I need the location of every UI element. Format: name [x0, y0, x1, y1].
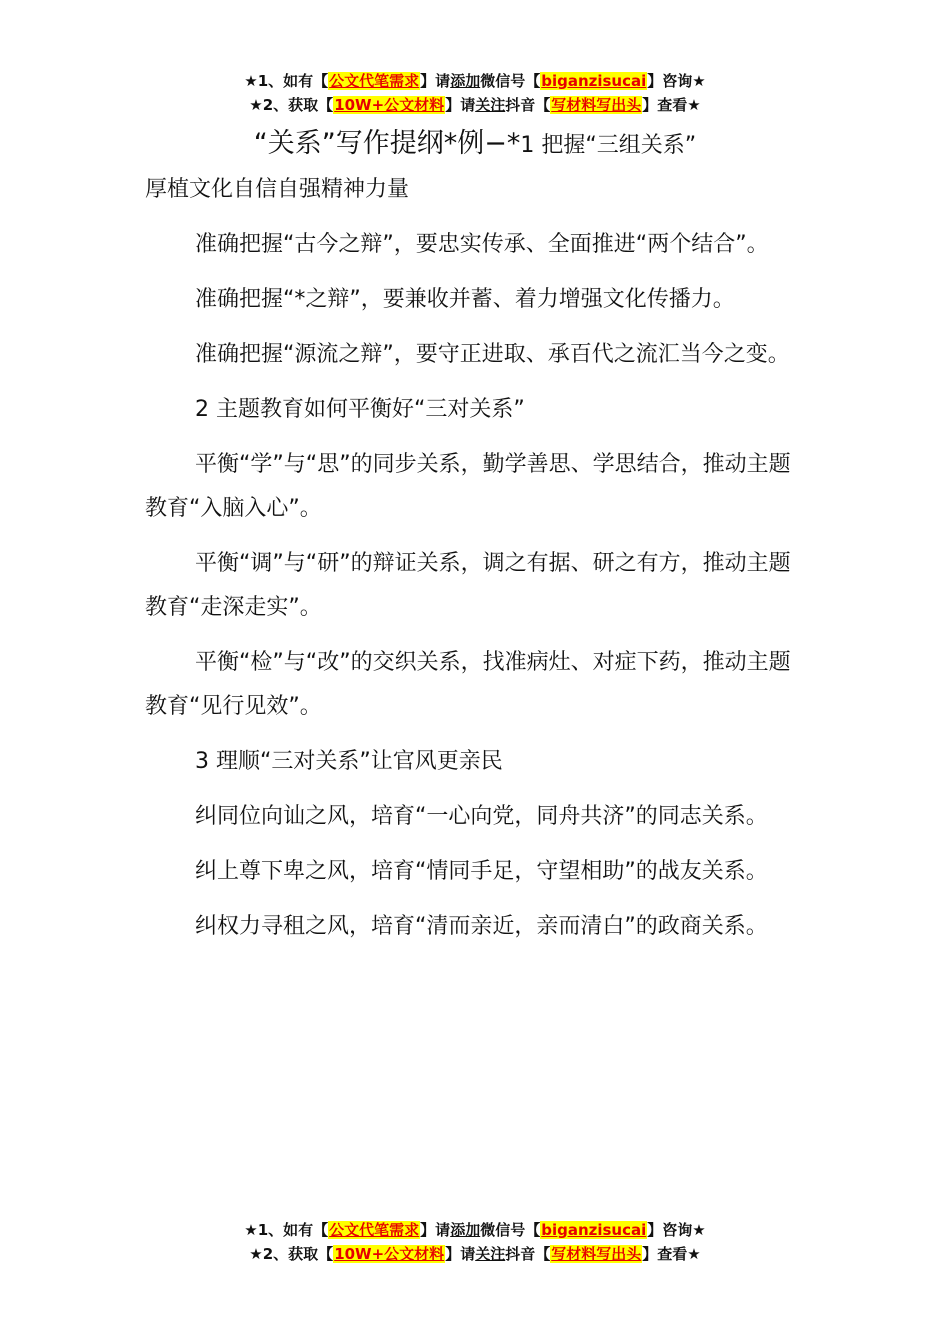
promo-2-highlight-douyin: 写材料写出头 [551, 1245, 642, 1263]
title-main: “关系”写作提纲*例−* [253, 128, 521, 159]
paragraph: 平衡“学”与“思”的同步关系，勤学善思、学思结合，推动主题教育“入脑入心”。 [145, 452, 791, 521]
paragraph: 纠权力寻租之风，培育“清而亲近，亲而清白”的政商关系。 [195, 914, 768, 939]
paragraph: 准确把握“古今之辩”，要忠实传承、全面推进“两个结合”。 [195, 232, 769, 257]
promo-2-mid: 】请 [445, 1245, 476, 1263]
promo-2-suffix: 】查看★ [642, 1245, 701, 1263]
promo-2-mid2: 抖音【 [505, 1245, 551, 1263]
promo-line-1 [0, 70, 950, 92]
promo-1-mid2: 微信号【 [480, 72, 541, 90]
section-heading: 3 理顺“三对关系”让官风更亲民 [195, 749, 503, 774]
document-body [145, 168, 810, 949]
promo-1-highlight-service: 公文代笔需求 [329, 72, 420, 90]
promo-2-highlight-materials: 10W+公文材料 [334, 96, 445, 114]
promo-1-mid: 】请 [420, 72, 451, 90]
document-title [0, 124, 950, 166]
promo-1-mid2: 微信号【 [480, 1221, 541, 1239]
paragraph: 准确把握“源流之辩”，要守正进取、承百代之流汇当今之变。 [195, 342, 790, 367]
promo-2-emph: 关注 [475, 96, 506, 114]
title-rest: 1 把握“三组关系” [520, 133, 697, 158]
promo-line-1-footer [0, 1219, 950, 1241]
promo-2-emph: 关注 [475, 1245, 506, 1263]
section-heading: 2 主题教育如何平衡好“三对关系” [195, 397, 525, 422]
promo-2-suffix: 】查看★ [642, 96, 701, 114]
promo-2-mid2: 抖音【 [505, 96, 551, 114]
promo-1-prefix: ★1、如有【 [244, 72, 329, 90]
paragraph: 纠上尊下卑之风，培育“情同手足，守望相助”的战友关系。 [195, 859, 768, 884]
promo-1-emph: 添加 [450, 72, 481, 90]
paragraph: 纠同位向讪之风，培育“一心向党，同舟共济”的同志关系。 [195, 804, 768, 829]
promo-1-mid: 】请 [420, 1221, 451, 1239]
promo-1-highlight-wechat: biganzisucai [541, 72, 647, 90]
promo-1-prefix: ★1、如有【 [244, 1221, 329, 1239]
paragraph: 准确把握“*之辩”，要兼收并蓄、着力增强文化传播力。 [195, 287, 735, 312]
promo-line-2 [0, 94, 950, 116]
promo-2-prefix: ★2、获取【 [249, 96, 334, 114]
promo-1-suffix: 】咨询★ [647, 1221, 706, 1239]
promo-2-mid: 】请 [445, 96, 476, 114]
promo-1-emph: 添加 [450, 1221, 481, 1239]
promo-1-highlight-wechat: biganzisucai [541, 1221, 647, 1239]
promo-1-highlight-service: 公文代笔需求 [329, 1221, 420, 1239]
paragraph: 平衡“调”与“研”的辩证关系，调之有据、研之有方，推动主题教育“走深走实”。 [145, 551, 791, 620]
paragraph: 平衡“检”与“改”的交织关系，找准病灶、对症下药，推动主题教育“见行见效”。 [145, 650, 791, 719]
promo-line-2-footer [0, 1243, 950, 1265]
promo-2-prefix: ★2、获取【 [249, 1245, 334, 1263]
paragraph: 厚植文化自信自强精神力量 [145, 177, 410, 202]
promo-2-highlight-douyin: 写材料写出头 [551, 96, 642, 114]
promo-2-highlight-materials: 10W+公文材料 [334, 1245, 445, 1263]
promo-1-suffix: 】咨询★ [647, 72, 706, 90]
